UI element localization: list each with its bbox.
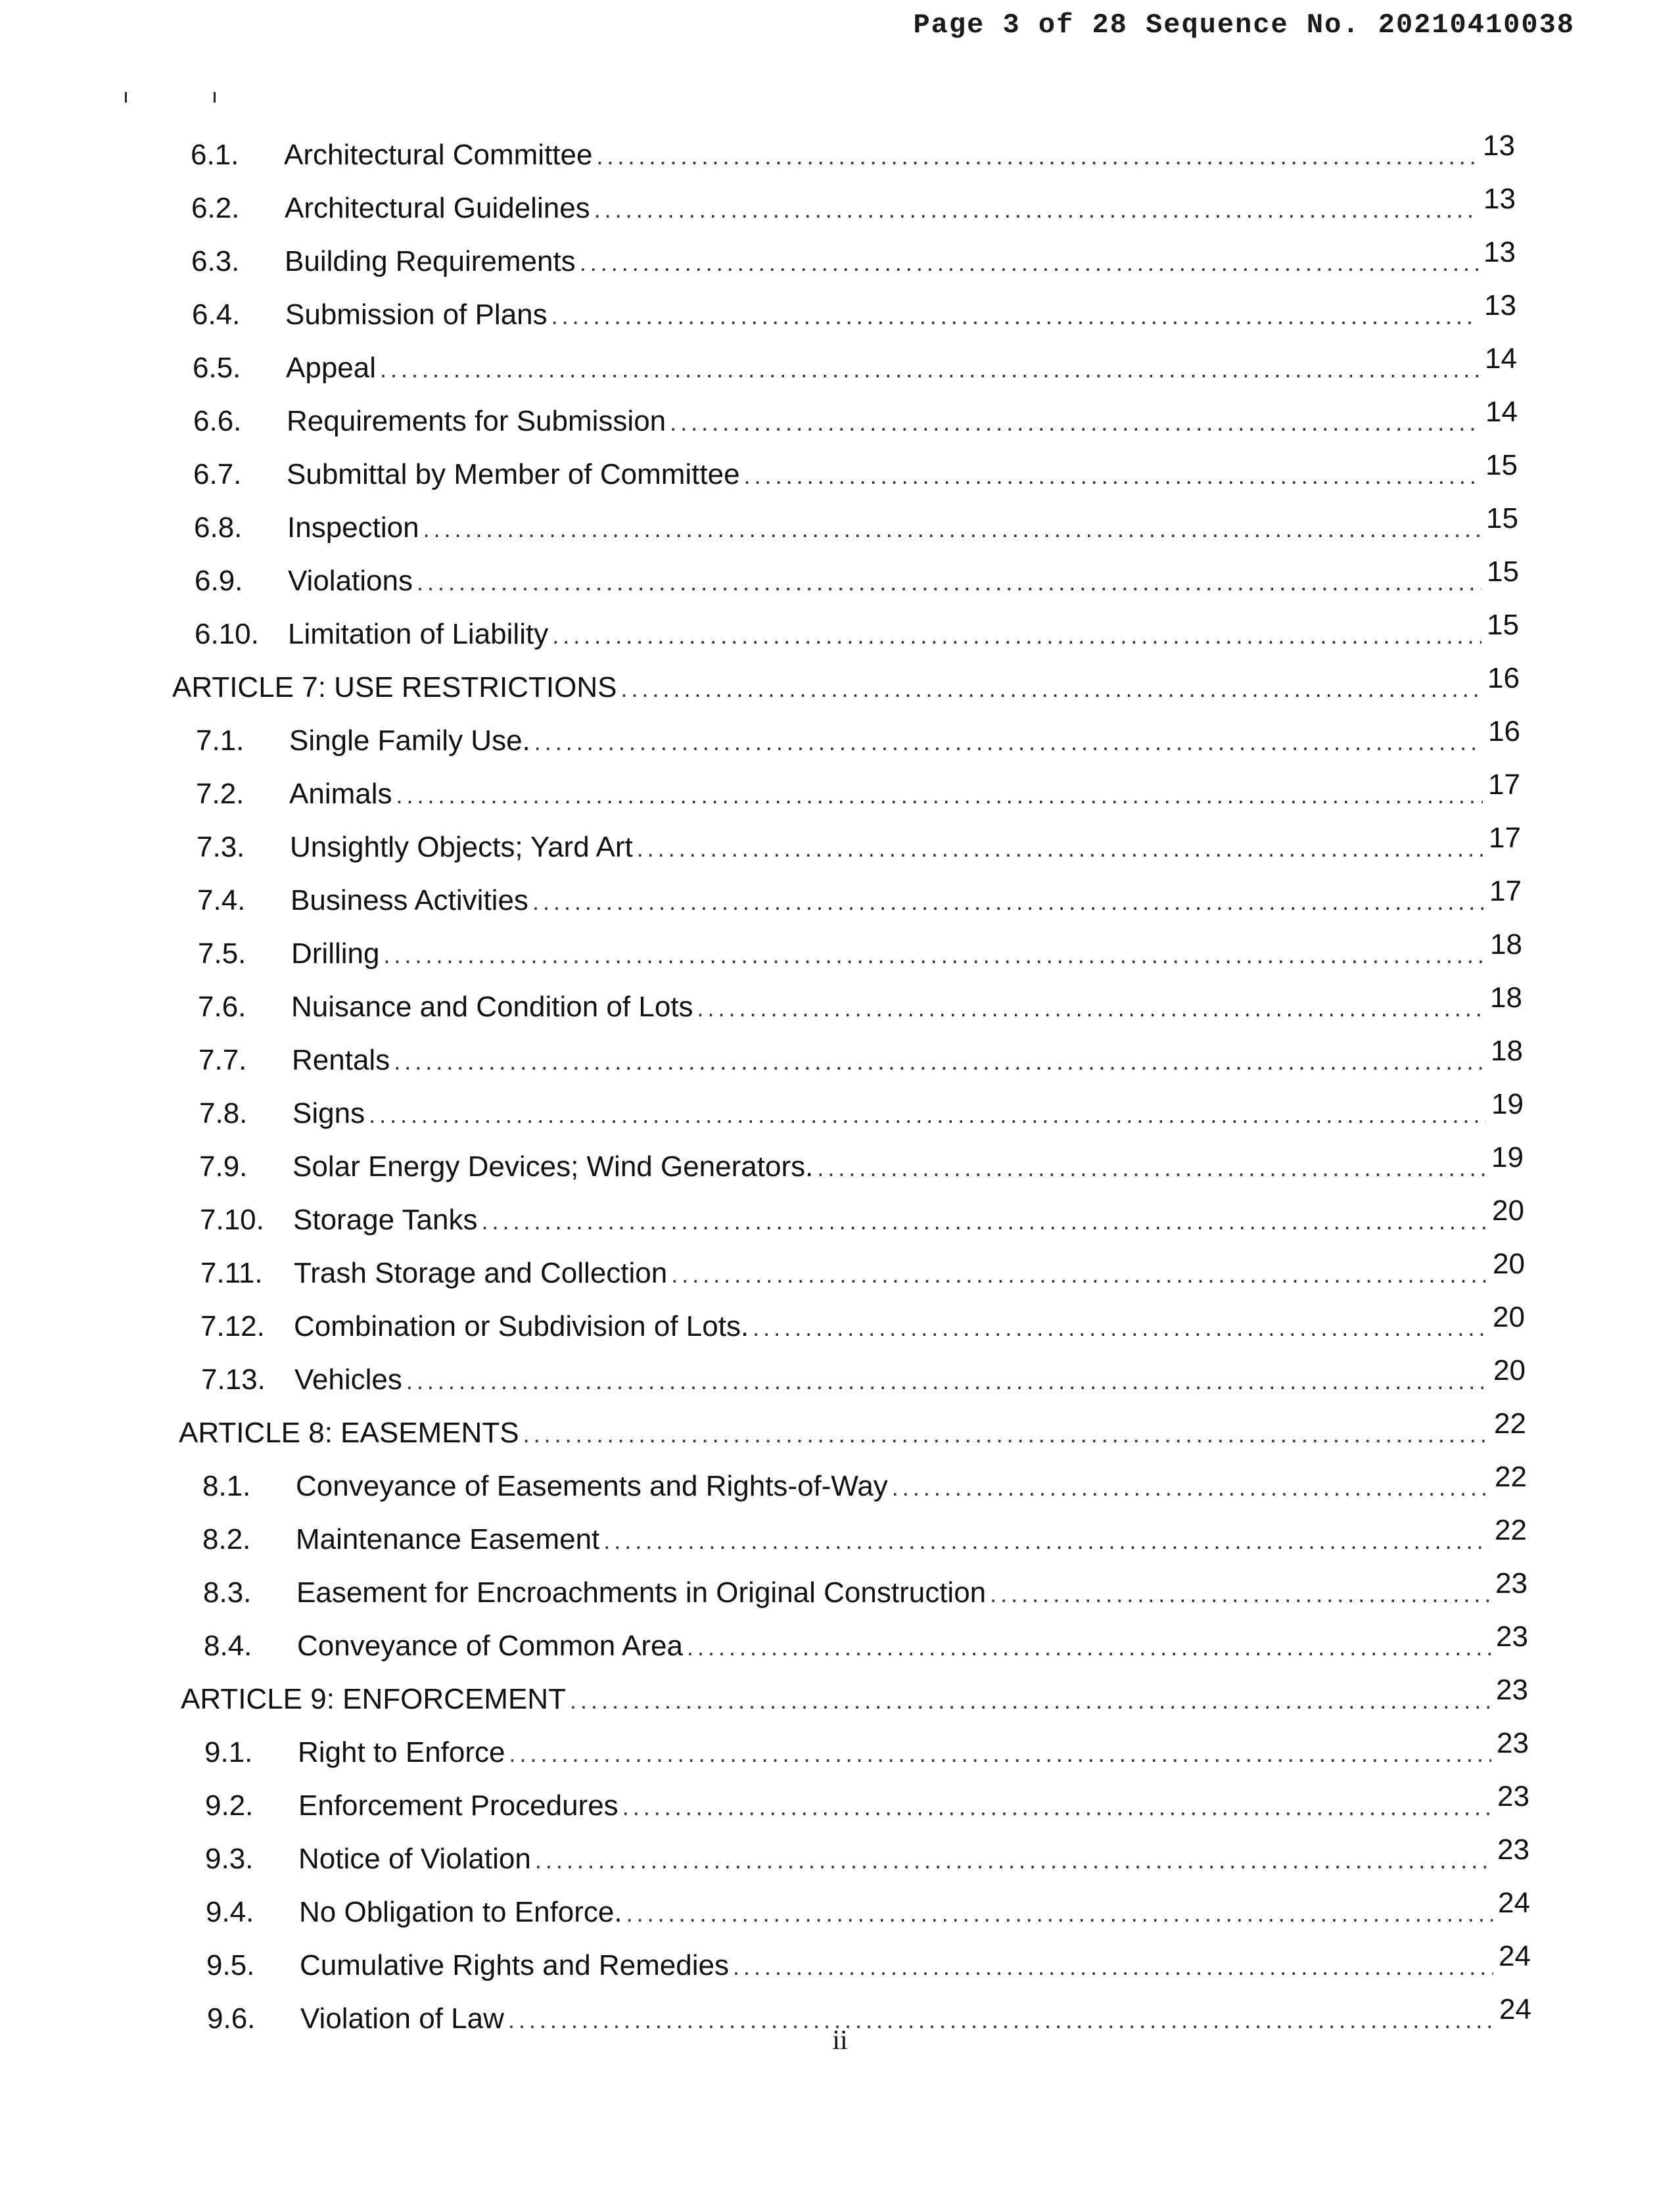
toc-section-number: 9.2. [205, 1789, 254, 1822]
toc-section-number: 8.4. [204, 1630, 252, 1662]
toc-entry [0, 980, 1680, 1033]
toc-title: Unsightly Objects; Yard Art [290, 831, 633, 863]
toc-page-number: 18 [1490, 982, 1522, 1014]
dot-leader [396, 767, 1483, 822]
toc-title: Building Requirements [285, 245, 576, 277]
toc-section-number: 7.3. [197, 831, 245, 863]
toc-entry [0, 448, 1680, 501]
toc-section-number: 7.12. [200, 1310, 265, 1342]
dot-leader [670, 394, 1480, 449]
toc-page-number: 24 [1499, 1993, 1531, 2025]
toc-section-number: 7.6. [198, 991, 246, 1023]
toc-article-heading [0, 1406, 1680, 1459]
toc-section-number: 6.7. [193, 458, 242, 490]
toc-section-number: 9.1. [204, 1736, 253, 1768]
toc-entry [0, 1513, 1680, 1566]
toc-title: Architectural Guidelines [285, 192, 590, 224]
toc-title: Right to Enforce [298, 1736, 505, 1768]
toc-title: Requirements for Submission [287, 405, 666, 437]
toc-section-number: 7.11. [200, 1257, 263, 1289]
toc-title: Nuisance and Condition of Lots [291, 991, 693, 1023]
toc-title: Trash Storage and Collection [294, 1257, 668, 1289]
toc-section-number: 7.10. [200, 1204, 264, 1236]
toc-page-number: 20 [1493, 1248, 1525, 1280]
dot-leader [552, 607, 1482, 662]
table-of-contents [0, 128, 1680, 2045]
toc-title: ARTICLE 9: ENFORCEMENT [181, 1683, 566, 1715]
toc-section-number: 6.8. [194, 511, 243, 544]
dot-leader [534, 714, 1483, 769]
toc-page-number: 23 [1496, 1621, 1528, 1653]
dot-leader [697, 980, 1485, 1035]
toc-title: Submission of Plans [285, 298, 548, 331]
toc-entry [0, 1939, 1680, 1992]
toc-page-number: 16 [1488, 715, 1520, 747]
dot-leader [417, 554, 1482, 609]
toc-page-number: 15 [1486, 502, 1518, 534]
toc-entry [0, 554, 1680, 607]
toc-section-number: 7.8. [199, 1097, 248, 1129]
toc-section-number: 9.3. [205, 1843, 254, 1875]
toc-page-number: 23 [1496, 1674, 1528, 1706]
toc-entry [0, 1726, 1680, 1779]
toc-page-number: 24 [1498, 1887, 1530, 1919]
toc-section-number: 8.1. [202, 1470, 251, 1502]
dot-leader [817, 1140, 1486, 1195]
toc-entry [0, 714, 1680, 767]
toc-entry [0, 607, 1680, 661]
toc-section-number: 7.4. [197, 884, 246, 916]
dot-leader [892, 1459, 1489, 1514]
toc-entry [0, 874, 1680, 927]
toc-entry [0, 1353, 1680, 1406]
toc-section-number: 6.2. [191, 192, 240, 224]
toc-article-heading [0, 661, 1680, 714]
dot-leader [744, 448, 1480, 502]
dot-leader [671, 1246, 1487, 1301]
dot-leader [603, 1513, 1489, 1567]
dot-leader [551, 288, 1479, 343]
toc-section-number: 9.5. [206, 1949, 255, 1981]
toc-page-number: 20 [1492, 1195, 1524, 1227]
toc-page-number: 20 [1493, 1354, 1526, 1386]
toc-entry [0, 1087, 1680, 1140]
toc-page-number: 22 [1495, 1514, 1527, 1546]
toc-entry [0, 1300, 1680, 1353]
dot-leader [596, 128, 1478, 183]
toc-section-number: 7.1. [196, 724, 245, 757]
dot-leader [753, 1300, 1487, 1354]
toc-section-number: 6.10. [195, 618, 259, 650]
toc-entry [0, 1832, 1680, 1885]
toc-title: ARTICLE 8: EASEMENTS [179, 1417, 519, 1449]
toc-title: Notice of Violation [298, 1843, 531, 1875]
toc-page-number: 13 [1483, 130, 1515, 162]
toc-page-number: 13 [1484, 289, 1516, 321]
dot-leader [394, 1033, 1485, 1088]
toc-entry [0, 1140, 1680, 1193]
toc-section-number: 6.9. [195, 565, 243, 597]
toc-page-number: 17 [1488, 769, 1520, 801]
toc-page-number: 14 [1485, 396, 1518, 428]
toc-page-number: 15 [1487, 609, 1519, 641]
toc-section-number: 6.5. [193, 352, 241, 384]
toc-article-heading [0, 1672, 1680, 1726]
toc-section-number: 6.3. [191, 245, 240, 277]
dot-leader [423, 501, 1481, 556]
toc-entry [0, 235, 1680, 288]
toc-section-number: 6.1. [191, 139, 239, 171]
toc-page-number: 20 [1493, 1301, 1525, 1333]
toc-section-number: 9.4. [206, 1896, 254, 1928]
toc-entry [0, 128, 1680, 181]
toc-entry [0, 1459, 1680, 1513]
toc-entry [0, 181, 1680, 235]
document-header: Page 3 of 28 Sequence No. 20210410038 [913, 9, 1575, 41]
toc-title: Business Activities [291, 884, 528, 916]
toc-entry [0, 820, 1680, 874]
page-number: ii [832, 2025, 848, 2056]
toc-page-number: 22 [1495, 1461, 1527, 1493]
toc-page-number: 19 [1491, 1141, 1524, 1173]
dot-leader [509, 1726, 1492, 1780]
toc-page-number: 23 [1497, 1834, 1529, 1866]
dot-leader [570, 1672, 1491, 1727]
dot-leader [620, 661, 1482, 715]
scan-mark [214, 92, 216, 103]
toc-page-number: 14 [1485, 343, 1517, 375]
toc-title: Architectural Committee [284, 139, 593, 171]
toc-title: Easement for Encroachments in Original Construction [296, 1576, 987, 1609]
toc-entry [0, 767, 1680, 820]
toc-page-number: 23 [1495, 1567, 1528, 1599]
toc-page-number: 16 [1487, 662, 1520, 694]
toc-title: Rentals [292, 1044, 390, 1076]
toc-title: Maintenance Easement [296, 1523, 600, 1555]
toc-title: Violations [288, 565, 413, 597]
toc-entry [0, 1779, 1680, 1832]
dot-leader [990, 1566, 1490, 1621]
toc-title: Conveyance of Common Area [297, 1630, 683, 1662]
toc-title: ARTICLE 7: USE RESTRICTIONS [172, 671, 617, 703]
toc-page-number: 13 [1483, 183, 1516, 215]
toc-page-number: 15 [1487, 556, 1519, 588]
dot-leader [369, 1087, 1486, 1141]
toc-title: Violation of Law [300, 2002, 504, 2035]
toc-page-number: 17 [1489, 875, 1522, 907]
toc-section-number: 6.4. [192, 298, 241, 331]
toc-entry [0, 394, 1680, 448]
toc-title: Inspection [287, 511, 419, 544]
toc-title: Signs [292, 1097, 365, 1129]
dot-leader [580, 235, 1478, 289]
toc-entry [0, 288, 1680, 341]
toc-title: Drilling [291, 937, 380, 970]
toc-page-number: 19 [1491, 1088, 1524, 1120]
dot-leader [637, 820, 1483, 875]
toc-entry [0, 501, 1680, 554]
toc-entry [0, 1566, 1680, 1619]
dot-leader [535, 1832, 1492, 1887]
dot-leader [687, 1619, 1491, 1674]
toc-entry [0, 927, 1680, 980]
toc-page-number: 18 [1491, 1035, 1523, 1067]
toc-title: Combination or Subdivision of Lots. [294, 1310, 749, 1342]
toc-section-number: 7.9. [199, 1150, 248, 1183]
toc-entry [0, 1193, 1680, 1246]
dot-leader [523, 1406, 1489, 1461]
toc-title: Enforcement Procedures [298, 1789, 618, 1822]
toc-page-number: 24 [1499, 1940, 1531, 1972]
toc-page-number: 23 [1497, 1780, 1529, 1812]
dot-leader [626, 1885, 1493, 1940]
toc-section-number: 7.2. [196, 778, 245, 810]
toc-section-number: 9.6. [207, 2002, 256, 2035]
toc-title: Submittal by Member of Committee [287, 458, 740, 490]
toc-title: Cumulative Rights and Remedies [300, 1949, 729, 1981]
toc-title: Conveyance of Easements and Rights-of-Way [296, 1470, 888, 1502]
dot-leader [380, 341, 1480, 396]
toc-title: Limitation of Liability [288, 618, 549, 650]
dot-leader [406, 1353, 1488, 1408]
toc-entry [0, 1885, 1680, 1939]
dot-leader [622, 1779, 1492, 1834]
toc-section-number: 7.7. [198, 1044, 247, 1076]
scan-mark [125, 92, 127, 103]
dot-leader [532, 874, 1484, 928]
dot-leader [383, 927, 1485, 982]
toc-entry [0, 1033, 1680, 1087]
toc-section-number: 7.5. [198, 937, 246, 970]
toc-page-number: 18 [1490, 928, 1522, 960]
toc-entry [0, 1246, 1680, 1300]
toc-title: Single Family Use. [289, 724, 530, 757]
dot-leader [733, 1939, 1493, 1993]
toc-page-number: 15 [1485, 449, 1518, 481]
toc-entry [0, 341, 1680, 394]
toc-page-number: 22 [1494, 1408, 1526, 1440]
toc-title: Storage Tanks [293, 1204, 478, 1236]
toc-title: Solar Energy Devices; Wind Generators. [292, 1150, 814, 1183]
toc-page-number: 13 [1483, 236, 1516, 268]
toc-page-number: 17 [1489, 822, 1521, 854]
toc-section-number: 8.3. [203, 1576, 252, 1609]
toc-title: Vehicles [294, 1363, 402, 1396]
toc-section-number: 6.6. [193, 405, 242, 437]
dot-leader [594, 181, 1478, 236]
dot-leader [481, 1193, 1487, 1248]
toc-title: Animals [289, 778, 392, 810]
toc-section-number: 8.2. [202, 1523, 251, 1555]
toc-entry [0, 1619, 1680, 1672]
toc-title: Appeal [286, 352, 377, 384]
toc-title: No Obligation to Enforce. [299, 1896, 622, 1928]
toc-page-number: 23 [1497, 1727, 1529, 1759]
toc-section-number: 7.13. [201, 1363, 266, 1396]
